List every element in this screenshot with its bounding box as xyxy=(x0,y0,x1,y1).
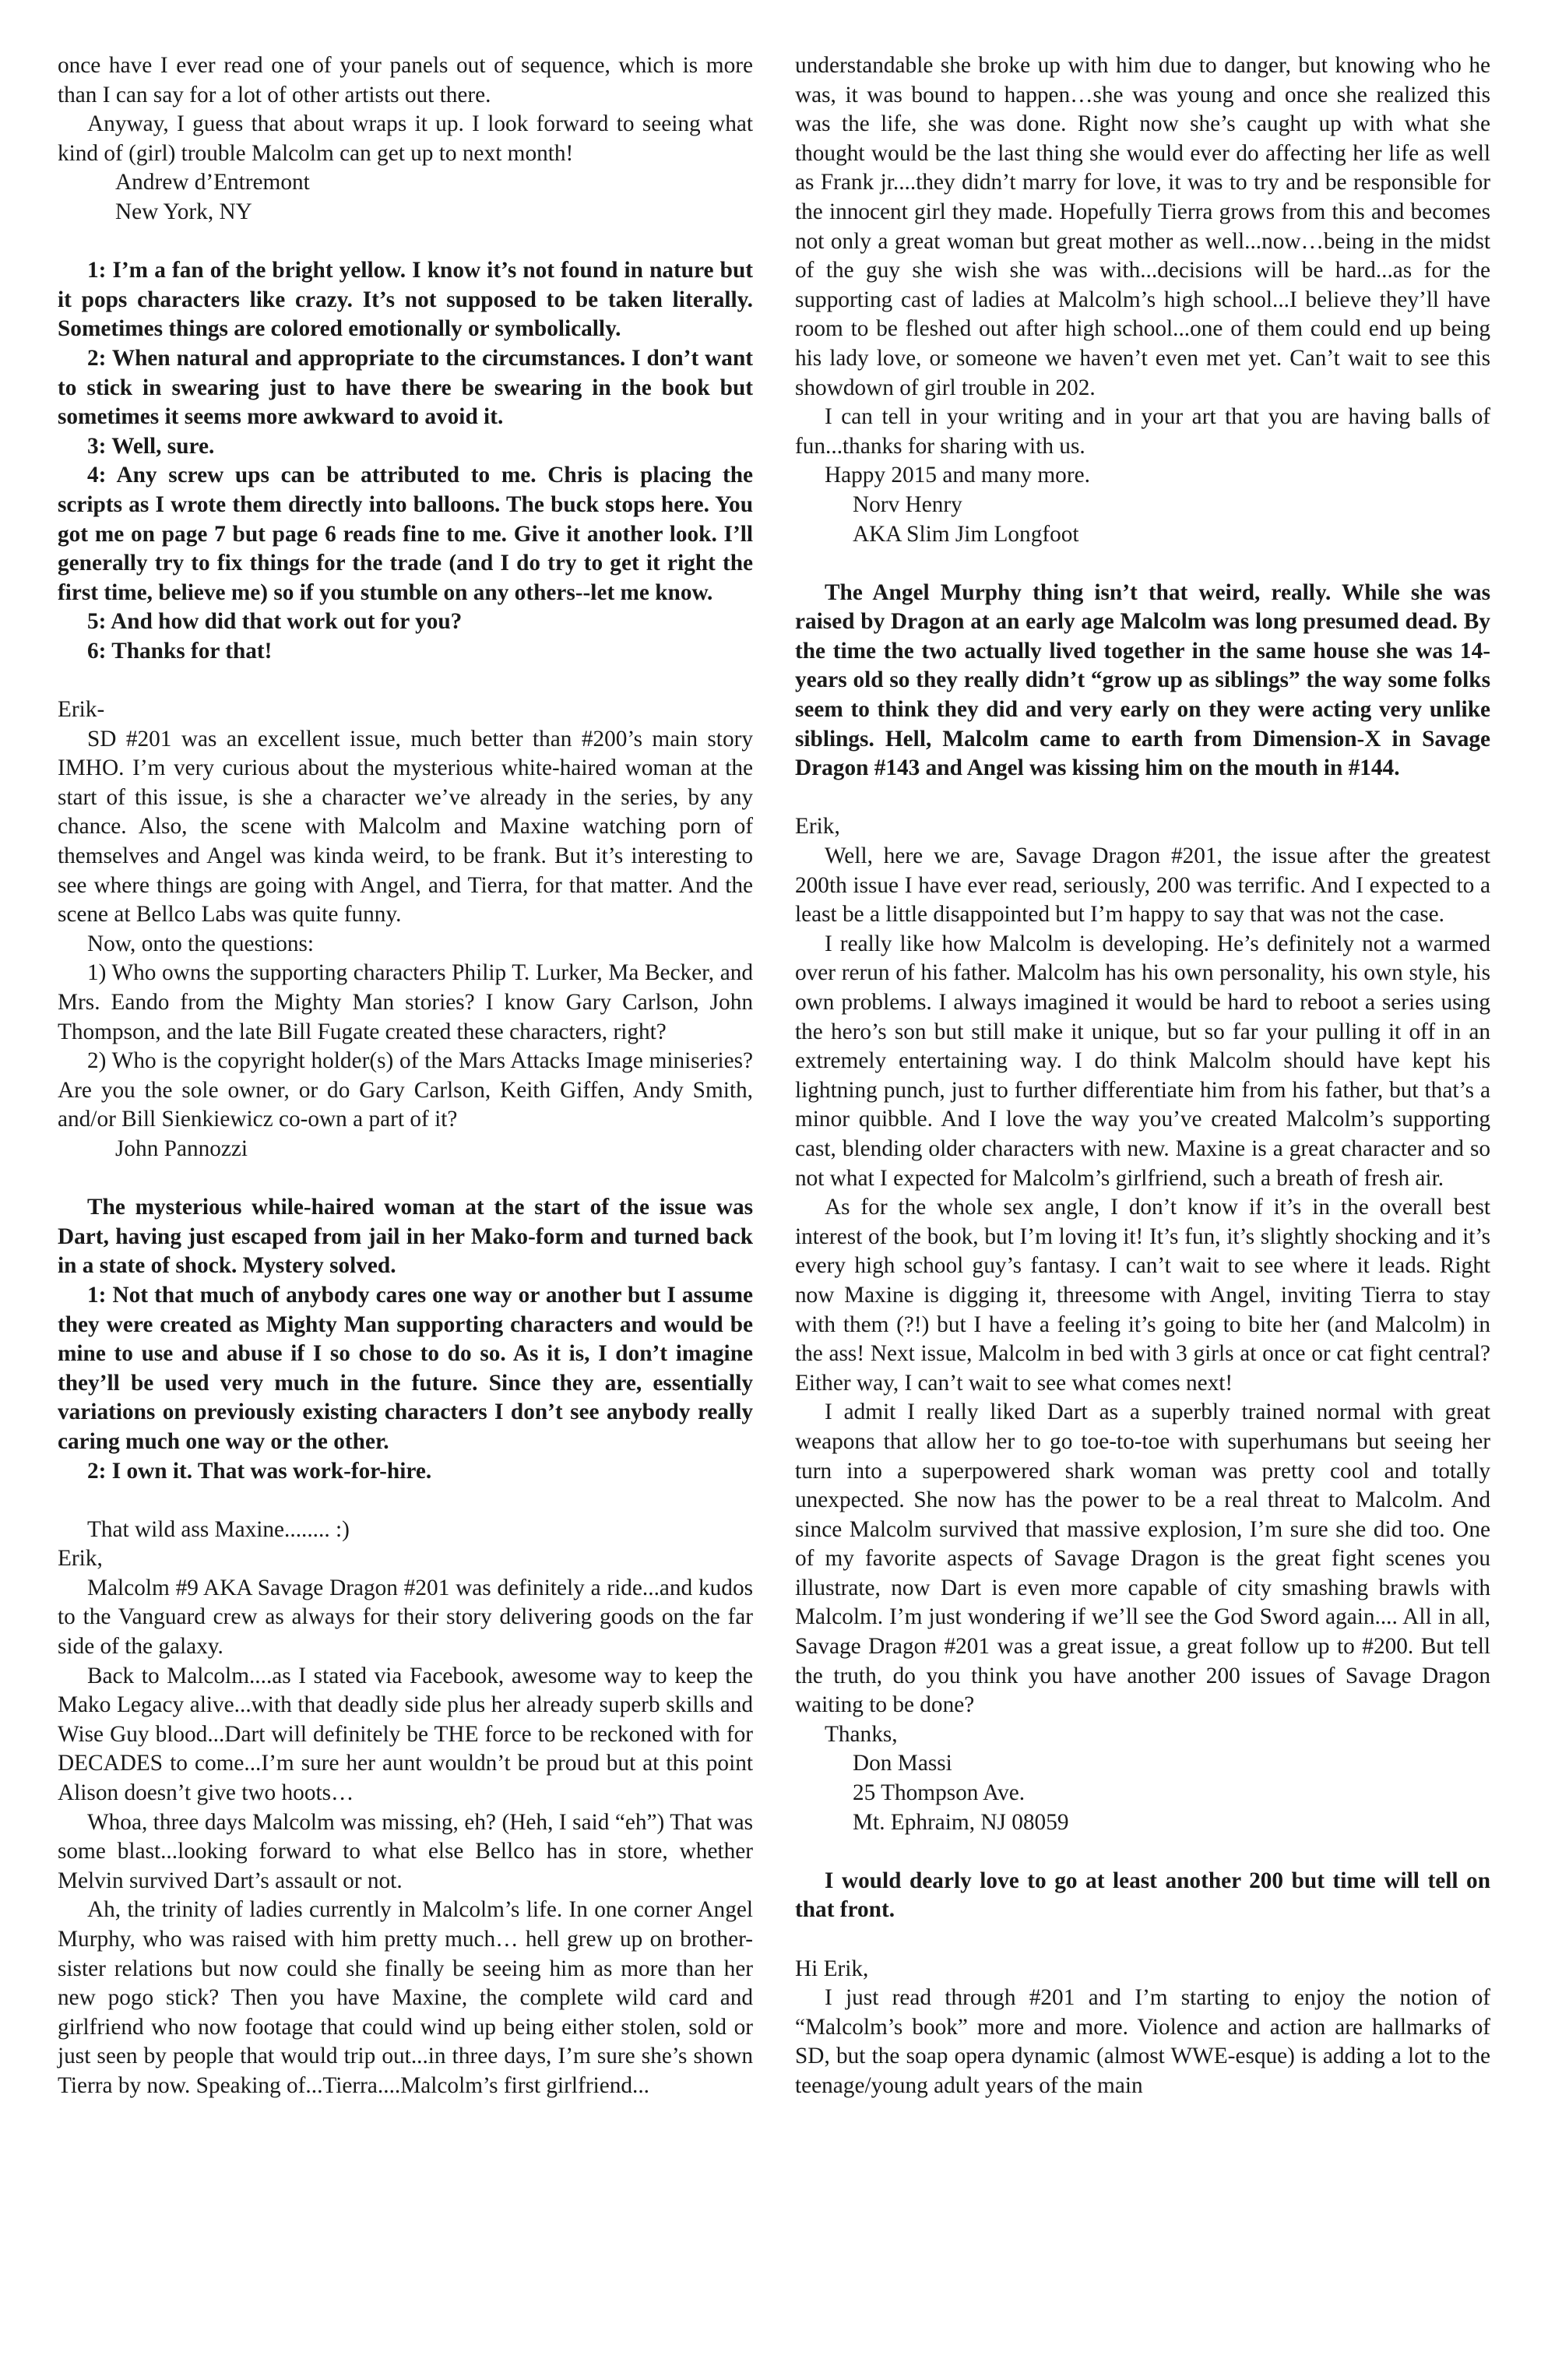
letter-paragraph: Erik, xyxy=(795,814,840,840)
letter-signature-line: 25 Thompson Ave. xyxy=(853,1780,1026,1806)
letter-signature-line: Andrew d’Entremont xyxy=(115,170,310,195)
letter-paragraph: Erik, xyxy=(58,1546,103,1572)
letter-paragraph: Malcolm #9 AKA Savage Dragon #201 was definitely a ride...and kudos to the Vanguard crew as always for their story delivering goods on the far side of the galaxy. xyxy=(58,1575,753,1660)
letter-paragraph: 2) Who is the copyright holder(s) of the Mars Attacks Image miniseries? Are you the sole owner, or do Gary Carlson, Keith Giffen, Andy Smith, and/or Bill Sienkiewicz co-own a part of it? xyxy=(58,1048,753,1132)
letter-paragraph: That wild ass Maxine........ :) xyxy=(87,1516,350,1542)
letters-page xyxy=(58,51,1490,2333)
letter-signature-line: Happy 2015 and many more. xyxy=(825,463,1090,488)
letter-signature-line: Mt. Ephraim, NJ 08059 xyxy=(853,1809,1069,1835)
editor-reply-paragraph: 2: When natural and appropriate to the circumstances. I don’t want to stick in swearing just to have there be swearing in the book but sometimes it seems more awkward to avoid it. xyxy=(58,345,753,430)
editor-reply-paragraph: 3: Well, sure. xyxy=(87,433,215,459)
letter-paragraph: I can tell in your writing and in your art that you are having balls of fun...thanks for sharing with us. xyxy=(795,404,1490,459)
letter-signature-line: Don Massi xyxy=(853,1751,952,1776)
letter-paragraph: 1) Who owns the supporting characters Philip T. Lurker, Ma Becker, and Mrs. Eando from the Mighty Man stories? I know Gary Carlson, John Thompson, and the late Bill Fugate created these characters, right? xyxy=(58,960,753,1044)
letter-signature-line: John Pannozzi xyxy=(115,1135,248,1161)
letter-paragraph: once have I ever read one of your panels out of sequence, which is more than I can say for a lot of other artists out there. xyxy=(58,53,753,107)
letter-paragraph: Anyway, I guess that about wraps it up. I look forward to seeing what kind of (girl) trouble Malcolm can get up to next month! xyxy=(58,111,753,166)
left-column xyxy=(58,51,753,2333)
letter-paragraph: Erik- xyxy=(58,697,105,723)
letter-paragraph: I admit I really liked Dart as a superbly trained normal with great weapons that allow her to go toe-to-toe with superhumans but seeing her turn into a superpowered shark woman was pretty cool and totally unexpected. She now has the power to be a real threat to Malcolm. And since Malcolm survived that massive explosion, I’m sure she did too. One of my favorite aspects of Savage Dragon is the great fight scenes you illustrate, now Dart is even more capable of city smashing brawls with Malcolm. I’m just wondering if we’ll see the God Sword again.... All in all, Savage Dragon #201 was a great issue, a great follow up to #200. But tell the truth, do you think you have another 200 issues of Savage Dragon waiting to be done? xyxy=(795,1399,1490,1718)
letter-signature-line: New York, NY xyxy=(115,199,252,224)
letter-paragraph: As for the whole sex angle, I don’t know if it’s in the overall best interest of the book, but I’m loving it! It’s fun, it’s slightly shocking and it’s every high school guy’s fantasy. I can’t wait to see where it leads. Right now Maxine is digging it, threesome with Angel, inviting Tierra to stay with them (?!) but I have a feeling it’s going to bite her (and Malcolm) in the ass! Next issue, Malcolm in bed with 3 girls at once or cat fight central? Either way, I can’t wait to see what comes next! xyxy=(795,1195,1490,1396)
letter-paragraph: Back to Malcolm....as I stated via Facebook, awesome way to keep the Mako Legacy alive...with that deadly side plus her already superb skills and Wise Guy blood...Dart will definitely be THE force to be reckoned with for DECADES to come...I’m sure her aunt wouldn’t be proud but at this point Alison doesn’t give two hoots… xyxy=(58,1663,753,1806)
letter-paragraph: I just read through #201 and I’m starting to enjoy the notion of “Malcolm’s book” more and more. Violence and action are hallmarks of SD, but the soap opera dynamic (almost WWE-esque) is adding a lot to the teenage/young adult years of the main xyxy=(795,1985,1490,2098)
letter-paragraph: Whoa, three days Malcolm was missing, eh? (Heh, I said “eh”) That was some blast...looking forward to what else Bellco has in store, whether Melvin survived Dart’s assault or not. xyxy=(58,1809,753,1893)
letter-paragraph: Now, onto the questions: xyxy=(87,931,315,956)
editor-reply-paragraph: I would dearly love to go at least another 200 but time will tell on that front. xyxy=(795,1868,1490,1923)
editor-reply-paragraph: The mysterious while-haired woman at the start of the issue was Dart, having just escaped from jail in her Mako-form and turned back in a state of shock. Mystery solved. xyxy=(58,1195,753,1279)
right-column xyxy=(795,51,1490,2333)
editor-reply-paragraph: 1: I’m a fan of the bright yellow. I know it’s not found in nature but it pops characters like crazy. It’s not supposed to be taken literally. Sometimes things are colored emotionally or symbolically. xyxy=(58,258,753,342)
letter-signature-line: Thanks, xyxy=(825,1721,898,1747)
letter-signature-line: Norv Henry xyxy=(853,491,962,517)
letter-paragraph: Well, here we are, Savage Dragon #201, the issue after the greatest 200th issue I have ever read, seriously, 200 was terrific. And I expected to a least be a little disappointed but I’m happy to say that was not the case. xyxy=(795,843,1490,928)
editor-reply-paragraph: 6: Thanks for that! xyxy=(87,638,273,664)
letter-paragraph: I really like how Malcolm is developing. He’s definitely not a warmed over rerun of his father. Malcolm has his own personality, his own style, his own problems. I always imagined it would be hard to reboot a series using the hero’s son but still make it unique, but so far your pulling it off in an extremely entertaining way. I do think Malcolm should have kept his lightning punch, just to further differentiate him from his father, but that’s a minor quibble. And I love the way you’ve created Malcolm’s supporting cast, blending older characters with new. Maxine is a great character and so not what I expected for Malcolm’s girlfriend, such a breath of fresh air. xyxy=(795,931,1490,1191)
editor-reply-paragraph: The Angel Murphy thing isn’t that weird, really. While she was raised by Dragon at an early age Malcolm was long presumed dead. By the time the two actually lived together in the same house she was 14-years old so they really didn’t “grow up as siblings” the way some folks seem to think they did and very early on they were acting very unlike siblings. Hell, Malcolm came to earth from Dimension-X in Savage Dragon #143 and Angel was kissing him on the mouth in #144. xyxy=(795,579,1490,781)
letter-paragraph: Hi Erik, xyxy=(795,1956,869,1981)
letter-paragraph: understandable she broke up with him due to danger, but knowing who he was, it was bound to happen…she was young and once she realized this was the life, she was done. Right now she’s caught up with what she thought would be the last thing she would ever do affecting her life as well as Frank jr....they didn’t marry for love, it was to try and be responsible for the innocent girl they made. Hopefully Tierra grows from this and becomes not only a great woman but great mother as well...now…being in the midst of the guy she wish she was with...decisions will be hard...as for the supporting cast of ladies at Malcolm’s high school...I believe they’ll have room to be fleshed out after high school...one of them could end up being his lady love, or someone we haven’t even met yet. Can’t wait to see this showdown of girl trouble in 202. xyxy=(795,53,1490,400)
editor-reply-paragraph: 5: And how did that work out for you? xyxy=(87,609,463,635)
letter-paragraph: SD #201 was an excellent issue, much better than #200’s main story IMHO. I’m very curious about the mysterious white-haired woman at the start of this issue, is she a character we’ve already in the series, by any chance. Also, the scene with Malcolm and Maxine watching porn of themselves and Angel was kinda weird, to be frank. But it’s interesting to see where things are going with Angel, and Tierra, for that matter. And the scene at Bellco Labs was quite funny. xyxy=(58,726,753,928)
editor-reply-paragraph: 4: Any screw ups can be attributed to me. Chris is placing the scripts as I wrote them directly into balloons. The buck stops here. You got me on page 7 but page 6 reads fine to me. Give it another look. I’ll generally try to fix things for the trade (and I do try to get it right the first time, believe me) so if you stumble on any others--let me know. xyxy=(58,463,753,605)
editor-reply-paragraph: 2: I own it. That was work-for-hire. xyxy=(87,1458,432,1484)
letter-signature-line: AKA Slim Jim Longfoot xyxy=(853,521,1079,547)
editor-reply-paragraph: 1: Not that much of anybody cares one way or another but I assume they were created as Mighty Man supporting characters and would be mine to use and abuse if I so chose to do so. As it is, I don’t imagine they’ll be used very much in the future. Since they are, essentially variations on previously existing characters I don’t see anybody really caring much one way or the other. xyxy=(58,1282,753,1454)
letter-paragraph: Ah, the trinity of ladies currently in Malcolm’s life. In one corner Angel Murphy, who was raised with him pretty much… hell grew up on brother-sister relations but now could she finally be seeing him as more than her new pogo stick? Then you have Maxine, the complete wild card and girlfriend who now footage that could wind up being either stolen, sold or just seen by people that would trip out...in three days, I’m sure she’s shown Tierra by now. Speaking of...Tierra....Malcolm’s first girlfriend... xyxy=(58,1897,753,2098)
